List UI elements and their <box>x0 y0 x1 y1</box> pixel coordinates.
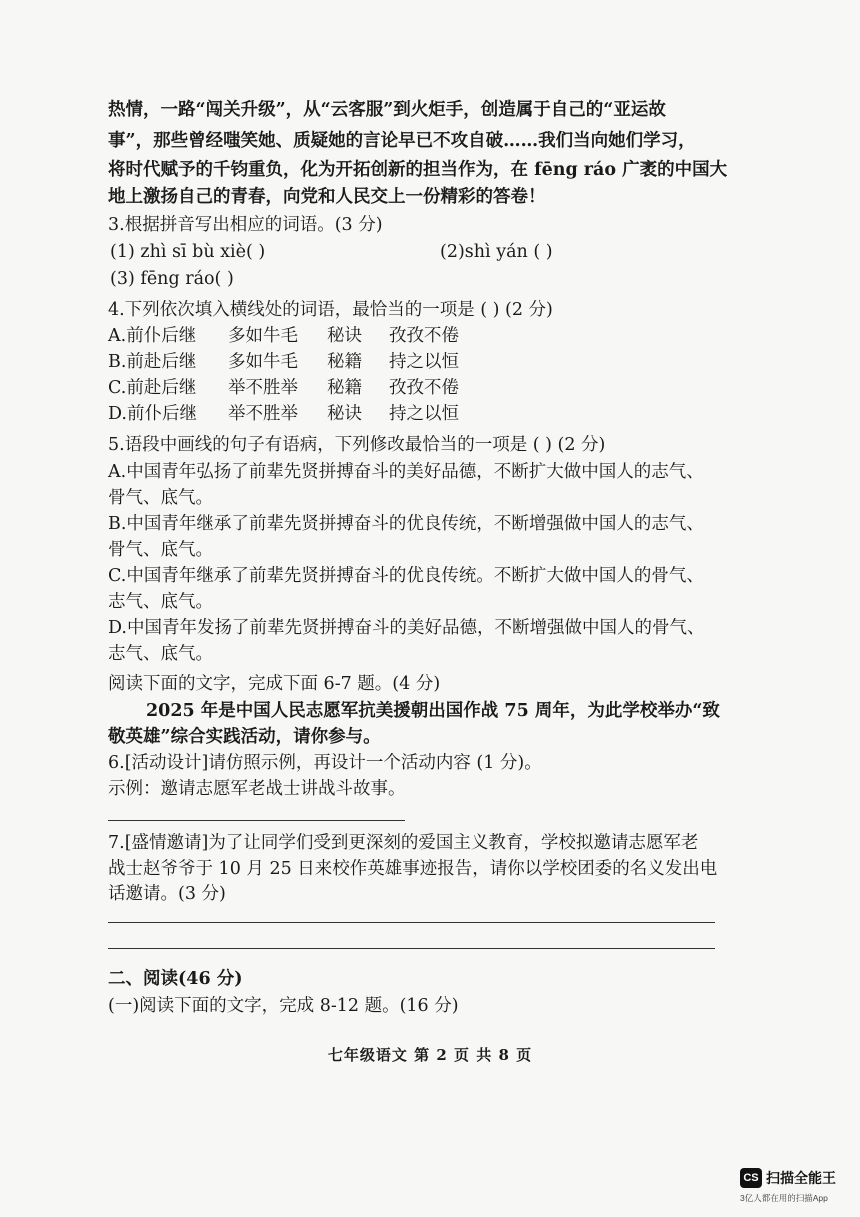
context-line: 敬英雄”综合实践活动，请你参与。 <box>108 727 381 747</box>
question-5-stem: 5.语段中画线的句子有语病，下列修改最恰当的一项是 ( ) (2 分) <box>108 435 606 455</box>
question-6-example: 示例：邀请志愿军老战士讲战斗故事。 <box>108 779 406 799</box>
q7-answer-line[interactable] <box>108 948 715 949</box>
question-3-item-3: (3) fēng ráo( ) <box>110 269 234 289</box>
q4-option-a-word2: 多如牛毛 <box>228 326 298 346</box>
q5-option-line: 志气、底气。 <box>108 644 213 664</box>
q7-answer-line[interactable] <box>108 922 715 923</box>
q5-option-line: B.中国青年继承了前辈先贤拼搏奋斗的优良传统，不断增强做中国人的志气、 <box>108 514 704 534</box>
q4-option-a: A.前仆后继 <box>108 326 197 346</box>
reading-intro: 阅读下面的文字，完成下面 6-7 题。(4 分) <box>108 674 441 694</box>
question-3-item-2: (2)shì yán ( ) <box>440 242 553 262</box>
q5-option-line: C.中国青年继承了前辈先贤拼搏奋斗的优良传统。不断扩大做中国人的骨气、 <box>108 566 704 586</box>
watermark-tagline: 3亿人都在用的扫描App <box>740 1193 828 1203</box>
section-2-subtitle: (一)阅读下面的文字，完成 8-12 题。(16 分) <box>108 996 459 1016</box>
q4-option-a-word4: 孜孜不倦 <box>389 326 459 346</box>
page-footer: 七年级语文 第 2 页 共 8 页 <box>327 1046 533 1064</box>
q5-option-line: 骨气、底气。 <box>108 488 213 508</box>
q4-option-b-word2: 多如牛毛 <box>228 352 298 372</box>
context-line: 2025 年是中国人民志愿军抗美援朝出国作战 75 周年，为此学校举办“致 <box>146 701 720 721</box>
q6-answer-line[interactable] <box>108 820 405 821</box>
q5-option-line: A.中国青年弘扬了前辈先贤拼搏奋斗的美好品德，不断扩大做中国人的志气、 <box>108 462 704 482</box>
q4-option-b-word4: 持之以恒 <box>389 352 459 372</box>
q4-option-d-word2: 举不胜举 <box>228 404 298 424</box>
section-2-title: 二、阅读(46 分) <box>108 969 243 989</box>
q5-option-line: 志气、底气。 <box>108 592 213 612</box>
q5-option-line: D.中国青年发扬了前辈先贤拼搏奋斗的美好品德，不断增强做中国人的骨气、 <box>108 618 705 638</box>
question-4-stem: 4.下列依次填入横线处的词语，最恰当的一项是 ( ) (2 分) <box>108 300 553 320</box>
q4-option-c-word3: 秘籍 <box>327 378 362 398</box>
q4-option-d-word4: 持之以恒 <box>389 404 459 424</box>
q5-option-line: 骨气、底气。 <box>108 540 213 560</box>
question-3-stem: 3.根据拼音写出相应的词语。(3 分) <box>108 215 383 235</box>
q4-option-d-word3: 秘诀 <box>327 404 362 424</box>
question-7-line: 7.[盛情邀请]为了让同学们受到更深刻的爱国主义教育，学校拟邀请志愿军老 <box>108 833 699 853</box>
q4-option-c-word2: 举不胜举 <box>228 378 298 398</box>
q4-option-c-word4: 孜孜不倦 <box>389 378 459 398</box>
passage-line: 将时代赋予的千钧重负，化为开拓创新的担当作为，在 fēng ráo 广袤的中国大 <box>108 160 728 180</box>
scanner-watermark <box>740 1166 850 1212</box>
question-3-item-1: (1) zhì sī bù xiè( ) <box>110 242 266 262</box>
q4-option-a-word3: 秘诀 <box>327 326 362 346</box>
cs-logo-icon: CS <box>740 1168 762 1188</box>
question-7-line: 战士赵爷爷于 10 月 25 日来校作英雄事迹报告，请你以学校团委的名义发出电 <box>108 859 718 879</box>
watermark-name: 扫描全能王 <box>766 1170 836 1186</box>
q4-option-d: D.前仆后继 <box>108 404 197 424</box>
q4-option-c: C.前赴后继 <box>108 378 197 398</box>
question-7-line: 话邀请。(3 分) <box>108 884 226 904</box>
passage-line: 事”，那些曾经嗤笑她、质疑她的言论早已不攻自破……我们当向她们学习， <box>108 131 696 151</box>
passage-line: 热情，一路“闯关升级”，从“云客服”到火炬手，创造属于自己的“亚运故 <box>108 100 666 120</box>
question-6-stem: 6.[活动设计]请仿照示例，再设计一个活动内容 (1 分)。 <box>108 753 542 773</box>
q4-option-b-word3: 秘籍 <box>327 352 362 372</box>
q4-option-b: B.前赴后继 <box>108 352 197 372</box>
passage-line: 地上激扬自己的青春，向党和人民交上一份精彩的答卷！ <box>108 187 546 207</box>
